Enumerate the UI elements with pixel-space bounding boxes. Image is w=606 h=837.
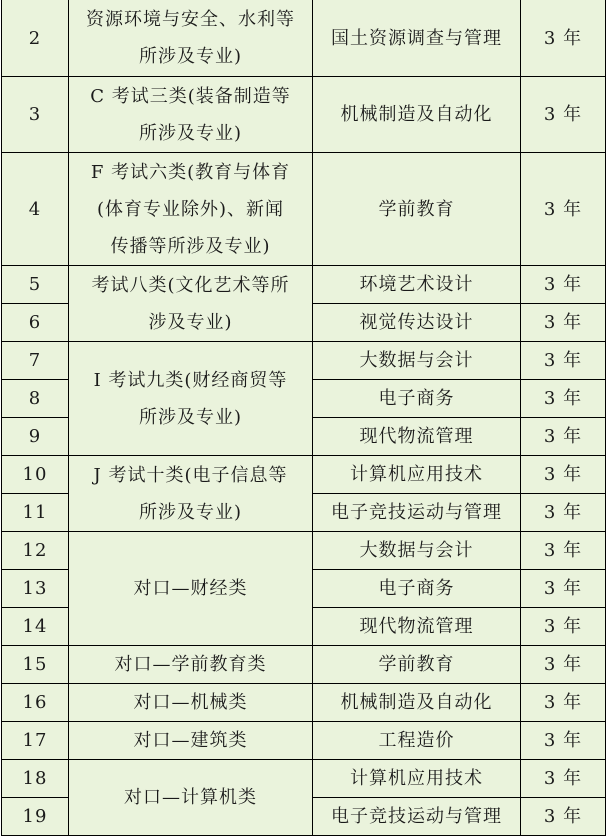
duration-cell: 3 年 bbox=[521, 646, 606, 684]
major-cell: 计算机应用技术 bbox=[313, 760, 521, 798]
category-cell bbox=[69, 684, 313, 722]
row-number-cell: 8 bbox=[2, 380, 69, 418]
category-cell bbox=[69, 153, 313, 266]
row-number-cell: 13 bbox=[2, 570, 69, 608]
table-row bbox=[2, 153, 606, 266]
row-number-cell: 12 bbox=[2, 532, 69, 570]
row-number-cell: 18 bbox=[2, 760, 69, 798]
row-number-cell: 16 bbox=[2, 684, 69, 722]
major-cell: 电子竞技运动与管理 bbox=[313, 798, 521, 836]
row-number-cell: 11 bbox=[2, 494, 69, 532]
major-cell: 电子商务 bbox=[313, 570, 521, 608]
row-number-cell: 2 bbox=[2, 0, 69, 77]
category-line: 考试八类(文化艺术等所 bbox=[91, 274, 290, 296]
row-number-cell: 19 bbox=[2, 798, 69, 836]
row-number-cell: 4 bbox=[2, 153, 69, 266]
category-line: 所涉及专业) bbox=[138, 46, 243, 67]
duration-cell: 3 年 bbox=[521, 153, 606, 266]
row-number-cell: 3 bbox=[2, 77, 69, 153]
category-cell bbox=[69, 0, 313, 77]
category-line: 资源环境与安全、水利等 bbox=[86, 9, 295, 30]
major-cell: 大数据与会计 bbox=[313, 532, 521, 570]
category-line: 所涉及专业) bbox=[138, 122, 243, 144]
duration-cell: 3 年 bbox=[521, 570, 606, 608]
category-line: I 考试九类(财经商贸等 bbox=[93, 369, 288, 391]
table-row bbox=[2, 0, 606, 77]
major-cell: 计算机应用技术 bbox=[313, 456, 521, 494]
major-cell: 机械制造及自动化 bbox=[313, 684, 521, 722]
table-row bbox=[2, 760, 606, 798]
category-cell bbox=[69, 722, 313, 760]
major-cell: 国土资源调查与管理 bbox=[313, 0, 521, 77]
row-number-cell: 17 bbox=[2, 722, 69, 760]
category-cell bbox=[69, 532, 313, 646]
major-cell: 电子商务 bbox=[313, 380, 521, 418]
duration-cell: 3 年 bbox=[521, 798, 606, 836]
category-line: C 考试三类(装备制造等 bbox=[90, 85, 291, 107]
duration-cell: 3 年 bbox=[521, 684, 606, 722]
major-cell: 学前教育 bbox=[313, 646, 521, 684]
category-cell bbox=[69, 77, 313, 153]
row-number-cell: 6 bbox=[2, 304, 69, 342]
category-cell bbox=[69, 266, 313, 342]
table-row bbox=[2, 532, 606, 570]
major-cell: 现代物流管理 bbox=[313, 418, 521, 456]
duration-cell: 3 年 bbox=[521, 760, 606, 798]
category-line: J 考试十类(电子信息等 bbox=[93, 464, 288, 486]
category-line: 对口—计算机类 bbox=[124, 787, 257, 808]
category-line: F 考试六类(教育与体育 bbox=[90, 161, 291, 183]
duration-cell: 3 年 bbox=[521, 342, 606, 380]
table-row bbox=[2, 722, 606, 760]
enrollment-table bbox=[1, 0, 606, 836]
duration-cell: 3 年 bbox=[521, 722, 606, 760]
category-line: 对口—机械类 bbox=[133, 692, 248, 713]
duration-cell: 3 年 bbox=[521, 266, 606, 304]
category-cell bbox=[69, 342, 313, 456]
category-line: 涉及专业) bbox=[148, 311, 233, 333]
duration-cell: 3 年 bbox=[521, 494, 606, 532]
category-cell bbox=[69, 456, 313, 532]
row-number-cell: 10 bbox=[2, 456, 69, 494]
major-cell: 大数据与会计 bbox=[313, 342, 521, 380]
category-line: 所涉及专业) bbox=[138, 501, 243, 523]
category-line: 对口—财经类 bbox=[133, 578, 248, 599]
major-cell: 现代物流管理 bbox=[313, 608, 521, 646]
duration-cell: 3 年 bbox=[521, 0, 606, 77]
category-line: (体育专业除外)、新闻 bbox=[96, 198, 285, 220]
table-body bbox=[2, 0, 606, 836]
duration-cell: 3 年 bbox=[521, 456, 606, 494]
category-line: 对口—建筑类 bbox=[133, 730, 248, 751]
category-line: 所涉及专业) bbox=[138, 406, 243, 428]
table-row bbox=[2, 342, 606, 380]
table-row bbox=[2, 266, 606, 304]
duration-cell: 3 年 bbox=[521, 304, 606, 342]
row-number-cell: 7 bbox=[2, 342, 69, 380]
duration-cell: 3 年 bbox=[521, 532, 606, 570]
duration-cell: 3 年 bbox=[521, 418, 606, 456]
category-line: 传播等所涉及专业) bbox=[110, 235, 271, 257]
duration-cell: 3 年 bbox=[521, 77, 606, 153]
major-cell: 学前教育 bbox=[313, 153, 521, 266]
category-cell bbox=[69, 646, 313, 684]
table-row bbox=[2, 646, 606, 684]
row-number-cell: 14 bbox=[2, 608, 69, 646]
row-number-cell: 15 bbox=[2, 646, 69, 684]
major-cell: 工程造价 bbox=[313, 722, 521, 760]
category-cell bbox=[69, 760, 313, 836]
major-cell: 环境艺术设计 bbox=[313, 266, 521, 304]
row-number-cell: 5 bbox=[2, 266, 69, 304]
table-row bbox=[2, 77, 606, 153]
duration-cell: 3 年 bbox=[521, 608, 606, 646]
major-cell: 视觉传达设计 bbox=[313, 304, 521, 342]
duration-cell: 3 年 bbox=[521, 380, 606, 418]
table-row bbox=[2, 684, 606, 722]
row-number-cell: 9 bbox=[2, 418, 69, 456]
table-row bbox=[2, 456, 606, 494]
category-line: 对口—学前教育类 bbox=[114, 654, 267, 675]
major-cell: 电子竞技运动与管理 bbox=[313, 494, 521, 532]
major-cell: 机械制造及自动化 bbox=[313, 77, 521, 153]
